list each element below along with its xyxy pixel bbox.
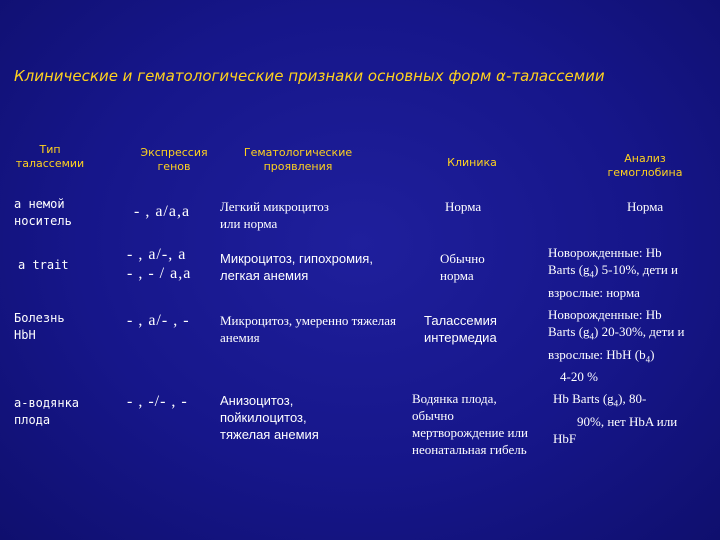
row3-hematology [220,312,396,346]
row3-analysis [548,306,685,385]
row4-clinic [412,390,528,458]
row1-genes: - , a/a,a [134,203,191,220]
cell-line: или норма [220,216,278,231]
header-type-line: талассемии [15,157,85,170]
row2-analysis [548,244,678,301]
row1-analysis: Норма [627,199,664,214]
cell-line: интермедиа [424,330,497,345]
row1-type [14,196,72,230]
subscript: 4 [645,354,651,365]
cell-line: Новорожденные: Hb [548,307,662,322]
text-run: Hb Barts (g [553,391,614,406]
cell-line: мертворождение или [412,425,528,440]
cell-line: Обычно [440,251,485,266]
cell-line: HbH [14,328,36,342]
cell-line [553,390,677,413]
cell-line: тяжелая анемия [220,427,319,442]
cell-line: HbF [553,430,577,446]
cell-line: плода [14,413,51,427]
row2-genes [127,245,191,283]
header-hematology [228,146,368,174]
cell-line: Талассемия [424,313,497,328]
cell-line: пойкилоцитоз, [220,410,307,425]
header-analysis [590,152,700,180]
row2-type: a trait [18,258,69,272]
cell-line [548,323,685,346]
text-run: Barts (g [548,324,590,339]
subscript: 4 [589,269,595,280]
cell-line: - , a/-, a [127,246,187,263]
cell-line: взрослые: норма [548,284,640,300]
subscript: 4 [613,398,619,409]
cell-line: 90%, нет HbA или [577,413,678,429]
cell-line: норма [440,268,474,283]
cell-line: Микроцитоз, гипохромия, [220,251,373,266]
cell-line: Микроцитоз, умеренно тяжелая [220,313,396,328]
row4-type [14,395,79,429]
cell-line: 4-20 % [560,369,598,385]
cell-line: Болезнь [14,311,65,325]
row2-clinic [440,250,485,284]
header-expression [128,146,220,174]
text-run: ) 5-10%, дети и [594,262,678,277]
cell-line: Легкий микроцитоз [220,199,329,214]
cell-line: a немой [14,197,65,211]
row4-genes: - , -/- , - [127,393,188,410]
row1-clinic: Норма [445,199,482,214]
row1-hematology [220,198,329,232]
text-run: ) [650,346,655,362]
header-expression-line: генов [157,160,191,173]
slide-title: Клинические и гематологические признаки основных форм α-талассемии [14,67,605,85]
cell-line: Водянка плода, [412,391,497,406]
text-run: Barts (g [548,262,590,277]
header-hematology-line: проявления [263,160,333,173]
row4-analysis [553,390,677,447]
row3-genes: - , a/- , - [127,312,190,329]
header-expression-line: Экспрессия [140,146,208,159]
text-run: взрослые: HbH (b [548,346,646,362]
subscript: 4 [589,331,595,342]
row4-hematology [220,392,319,443]
header-type [8,143,92,171]
cell-line: - , - / a,a [127,265,192,282]
cell-line: легкая анемия [220,268,309,283]
text-run: ), 80- [618,391,647,406]
row2-hematology [220,250,373,284]
cell-line: анемия [220,330,260,345]
cell-line: обычно [412,408,454,423]
cell-line: Новорожденные: Hb [548,245,662,260]
header-hematology-line: Гематологические [243,146,353,159]
header-analysis-line: Анализ [624,152,666,165]
cell-line: a-водянка [14,396,80,410]
header-analysis-line: гемоглобина [607,166,683,179]
cell-line [548,346,685,369]
text-run: ) 20-30%, дети и [594,324,685,339]
header-type-line: Тип [39,143,61,156]
row3-type [14,310,65,344]
cell-line [548,261,678,284]
header-clinic: Клиника [447,156,497,169]
row3-clinic [424,312,497,346]
cell-line: носитель [14,214,72,228]
cell-line: Анизоцитоз, [220,393,294,408]
cell-line: неонатальная гибель [412,442,527,457]
